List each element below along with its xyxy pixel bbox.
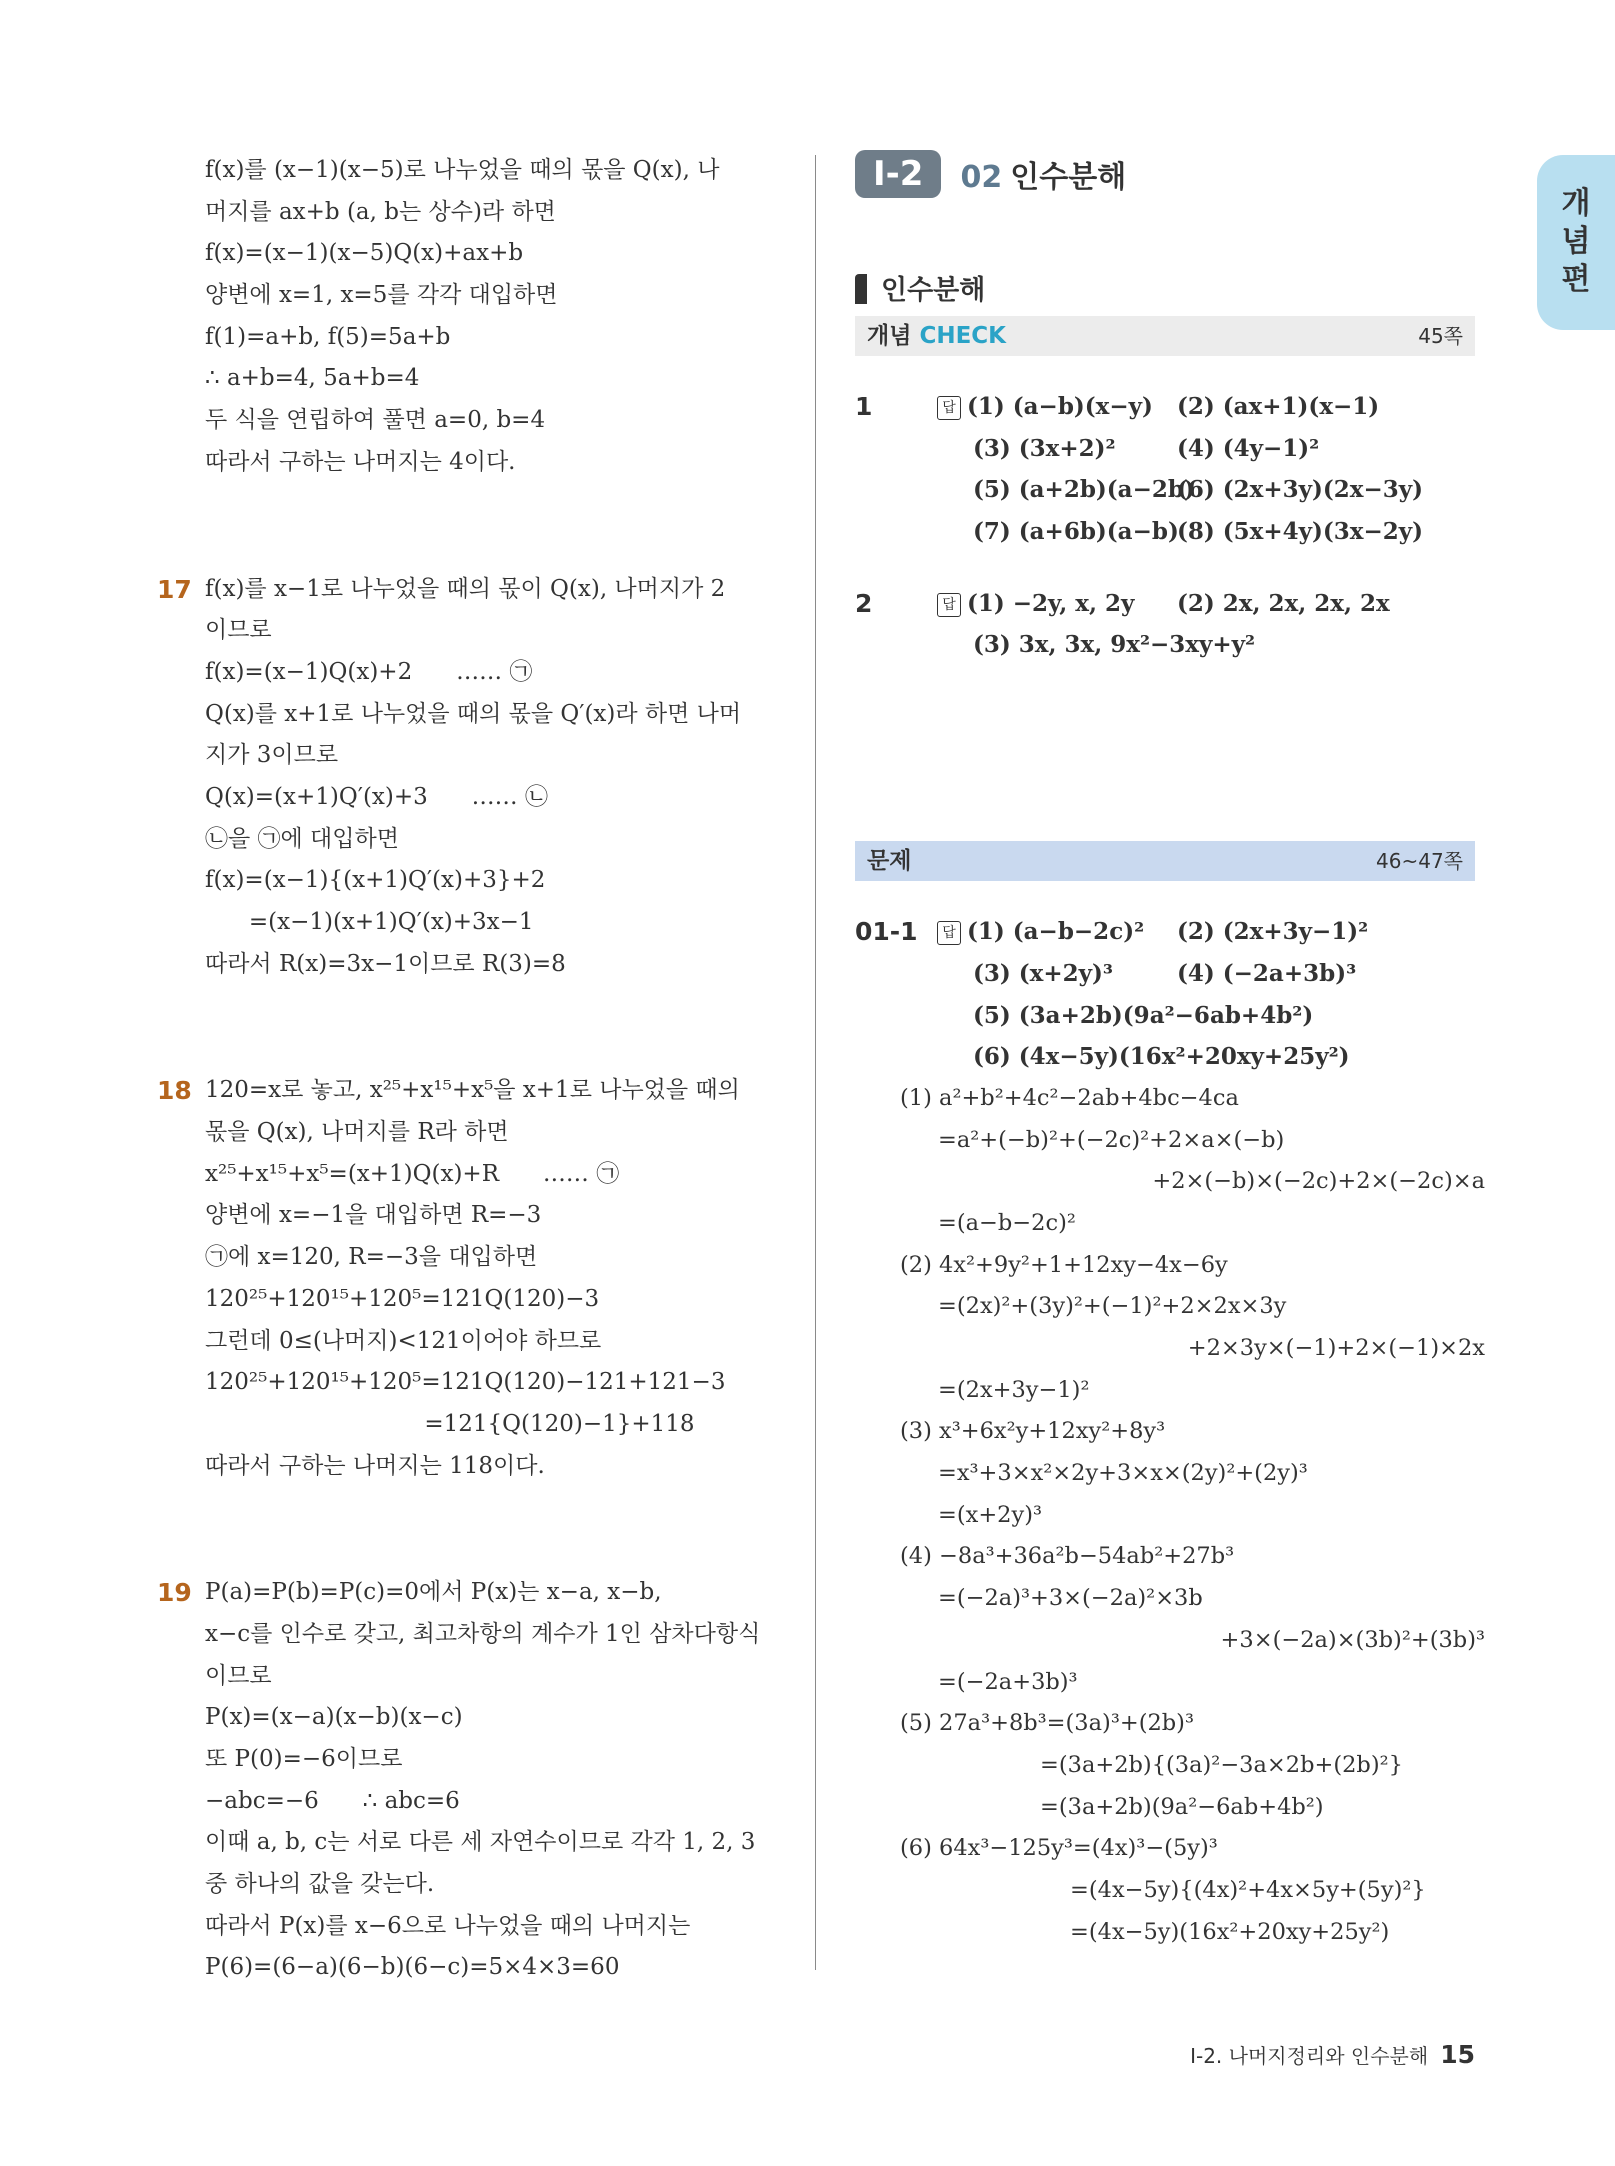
text-line: ㉠에 x=120, R=−3을 대입하면 bbox=[205, 1244, 538, 1271]
text-line: +3×(−2a)×(3b)²+(3b)³ bbox=[1220, 1626, 1485, 1653]
problem-number: 18 bbox=[157, 1076, 192, 1106]
text-line: (5) 27a³+8b³=(3a)³+(2b)³ bbox=[900, 1710, 1194, 1737]
text-line: f(x)를 x−1로 나누었을 때의 몫이 Q(x), 나머지가 2 bbox=[205, 575, 726, 602]
text-line: ㉡을 ㉠에 대입하면 bbox=[205, 825, 399, 852]
answer-row bbox=[937, 911, 1475, 953]
section-heading bbox=[855, 270, 1475, 312]
answer-number: 2 bbox=[855, 588, 873, 618]
answer-01-1 bbox=[855, 911, 1475, 1078]
text-line: 따라서 R(x)=3x−1이므로 R(3)=8 bbox=[205, 950, 566, 977]
text-line: 중 하나의 값을 갖는다. bbox=[205, 1871, 435, 1898]
chapter-number: 02 bbox=[960, 160, 1003, 195]
concept-label: 개념 bbox=[867, 323, 912, 349]
check-label: CHECK bbox=[919, 323, 1006, 349]
text-line: =a²+(−b)²+(−2c)²+2×a×(−b) bbox=[938, 1126, 1285, 1153]
answer-row bbox=[937, 583, 1475, 625]
text-line: f(x)=(x−1)Q(x)+2 …… ㉠ bbox=[205, 658, 533, 685]
solution-01-1 bbox=[855, 1078, 1485, 1953]
answer-row bbox=[937, 511, 1475, 553]
page-footer bbox=[1190, 2040, 1475, 2069]
text-line: 또 P(0)=−6이므로 bbox=[205, 1746, 403, 1772]
problem-label: 문제 bbox=[867, 848, 912, 875]
text-line: 양변에 x=−1을 대입하면 R=−3 bbox=[205, 1202, 542, 1229]
text-line: =(4x−5y){(4x)²+4x×5y+(5y)²} bbox=[1070, 1876, 1426, 1903]
text-line: f(x)=(x−1){(x+1)Q′(x)+3}+2 bbox=[205, 867, 546, 894]
text-line: ∴ a+b=4, 5a+b=4 bbox=[205, 365, 420, 392]
chapter-title bbox=[961, 152, 1127, 196]
text-line: 양변에 x=1, x=5를 각각 대입하면 bbox=[205, 282, 558, 309]
answer-item: (7) (a+6b)(a−b) bbox=[973, 518, 1179, 546]
text-line: =(x+2y)³ bbox=[938, 1501, 1042, 1528]
intro-solution bbox=[160, 150, 780, 484]
answer-row bbox=[937, 386, 1475, 428]
answer-item: (2) (ax+1)(x−1) bbox=[1177, 393, 1380, 420]
text-line: f(x)를 (x−1)(x−5)로 나누었을 때의 몫을 Q(x), 나 bbox=[205, 157, 720, 183]
answer-row bbox=[957, 995, 1475, 1037]
column-divider bbox=[815, 155, 816, 1970]
text-line: =(3a+2b)(9a²−6ab+4b²) bbox=[1040, 1793, 1324, 1820]
text-line: 120²⁵+120¹⁵+120⁵=121Q(120)−3 bbox=[205, 1285, 600, 1312]
answer-item: (2) (2x+3y−1)² bbox=[1177, 918, 1369, 946]
chapter-title-text: 인수분해 bbox=[1010, 160, 1127, 195]
page-number: 15 bbox=[1440, 2040, 1475, 2069]
answer-item: (1) −2y, x, 2y bbox=[967, 589, 1135, 617]
answer-row bbox=[937, 428, 1475, 470]
answer-item: (1) (a−b−2c)² bbox=[967, 918, 1145, 946]
text-line: +2×3y×(−1)+2×(−1)×2x bbox=[1187, 1335, 1485, 1361]
text-line: =(2x)²+(3y)²+(−1)²+2×2x×3y bbox=[938, 1293, 1287, 1320]
text-line: +2×(−b)×(−2c)+2×(−2c)×a bbox=[1152, 1168, 1485, 1195]
problem-17 bbox=[157, 569, 780, 986]
answer-item: (3) (x+2y)³ bbox=[973, 959, 1113, 987]
text-line: Q(x)=(x+1)Q′(x)+3 …… ㉡ bbox=[205, 783, 548, 810]
problem-18 bbox=[157, 1070, 780, 1487]
answer-row bbox=[937, 469, 1475, 511]
answer-item: (2) 2x, 2x, 2x, 2x bbox=[1177, 589, 1390, 617]
text-line: (6) 64x³−125y³=(4x)³−(5y)³ bbox=[900, 1835, 1218, 1862]
problem-19 bbox=[157, 1572, 780, 1989]
concept-check-bar bbox=[855, 316, 1475, 356]
text-line: =(x−1)(x+1)Q′(x)+3x−1 bbox=[205, 909, 534, 935]
answer-item: (8) (5x+4y)(3x−2y) bbox=[1177, 518, 1424, 546]
text-line: 두 식을 연립하여 풀면 a=0, b=4 bbox=[205, 407, 546, 434]
answer-mark-icon: 답 bbox=[937, 396, 961, 420]
text-line: 몫을 Q(x), 나머지를 R라 하면 bbox=[205, 1119, 509, 1146]
text-line: f(x)=(x−1)(x−5)Q(x)+ax+b bbox=[205, 240, 524, 267]
answer-item: (1) (a−b)(x−y) bbox=[967, 393, 1153, 420]
text-line: (3) x³+6x²y+12xy²+8y³ bbox=[900, 1418, 1166, 1445]
text-line: P(6)=(6−a)(6−b)(6−c)=5×4×3=60 bbox=[205, 1954, 620, 1981]
concept-check-label bbox=[867, 323, 1006, 349]
text-line: −abc=−6 ∴ abc=6 bbox=[205, 1787, 460, 1814]
text-line: 이므로 bbox=[205, 1662, 272, 1689]
right-column bbox=[855, 150, 1485, 1953]
text-line: 따라서 구하는 나머지는 4이다. bbox=[205, 448, 516, 475]
answer-item: (6) (4x−5y)(16x²+20xy+25y²) bbox=[973, 1043, 1350, 1071]
chapter-badge: Ⅰ-2 bbox=[855, 150, 941, 198]
text-line: Q(x)를 x+1로 나누었을 때의 몫을 Q′(x)라 하면 나머 bbox=[205, 700, 742, 727]
text-line: P(a)=P(b)=P(c)=0에서 P(x)는 x−a, x−b, bbox=[205, 1579, 662, 1606]
answer-item: (5) (a+2b)(a−2b) bbox=[973, 476, 1195, 504]
text-line: 따라서 구하는 나머지는 118이다. bbox=[205, 1452, 545, 1479]
section-title: 인수분해 bbox=[881, 275, 986, 306]
problem-number: 19 bbox=[157, 1578, 192, 1608]
answer-mark-icon: 답 bbox=[937, 921, 961, 945]
text-line: (2) 4x²+9y²+1+12xy−4x−6y bbox=[900, 1251, 1228, 1278]
text-line: =(−2a)³+3×(−2a)²×3b bbox=[938, 1585, 1203, 1612]
text-line: 120²⁵+120¹⁵+120⁵=121Q(120)−121+121−3 bbox=[205, 1369, 726, 1396]
text-line: (4) −8a³+36a²b−54ab²+27b³ bbox=[900, 1543, 1235, 1570]
page-ref: 45쪽 bbox=[1418, 324, 1463, 348]
footer-chapter: Ⅰ-2. 나머지정리와 인수분해 bbox=[1190, 2044, 1429, 2068]
answer-item: (3) (3x+2)² bbox=[973, 434, 1116, 462]
problem-bar bbox=[855, 841, 1475, 881]
text-line: 그런데 0≤(나머지)<121이어야 하므로 bbox=[205, 1327, 602, 1354]
text-line: (1) a²+b²+4c²−2ab+4bc−4ca bbox=[900, 1084, 1239, 1111]
answer-row bbox=[957, 1036, 1475, 1078]
text-line: =(2x+3y−1)² bbox=[938, 1376, 1090, 1403]
answer-item: (4) (−2a+3b)³ bbox=[1177, 959, 1357, 987]
text-line: =(4x−5y)(16x²+20xy+25y²) bbox=[1070, 1918, 1390, 1945]
side-tab-label: 개념편 bbox=[1561, 186, 1591, 297]
answer-mark-icon: 답 bbox=[937, 593, 961, 617]
text-line: 120=x로 놓고, x²⁵+x¹⁵+x⁵을 x+1로 나누었을 때의 bbox=[205, 1077, 740, 1104]
text-line: P(x)=(x−a)(x−b)(x−c) bbox=[205, 1704, 463, 1731]
section-marker-icon bbox=[855, 274, 867, 304]
text-line: 이므로 bbox=[205, 617, 272, 644]
text-line: x−c를 인수로 갖고, 최고차항의 계수가 1인 삼차다항식 bbox=[205, 1620, 761, 1647]
text-line: f(1)=a+b, f(5)=5a+b bbox=[205, 323, 451, 350]
text-line: =(−2a+3b)³ bbox=[938, 1668, 1078, 1695]
answer-item: (6) (2x+3y)(2x−3y) bbox=[1177, 476, 1424, 504]
text-line: 이때 a, b, c는 서로 다른 세 자연수이므로 각각 1, 2, 3 bbox=[205, 1829, 756, 1856]
answer-item: (5) (3a+2b)(9a²−6ab+4b²) bbox=[973, 1001, 1314, 1029]
text-line: x²⁵+x¹⁵+x⁵=(x+1)Q(x)+R …… ㉠ bbox=[205, 1160, 620, 1187]
answer-item: (4) (4y−1)² bbox=[1177, 434, 1320, 462]
text-line: =x³+3×x²×2y+3×x×(2y)²+(2y)³ bbox=[938, 1460, 1308, 1487]
answer-row bbox=[957, 953, 1475, 995]
chapter-header bbox=[855, 150, 1475, 210]
side-tab bbox=[1537, 155, 1615, 330]
left-column bbox=[157, 150, 780, 1989]
answer-number: 01-1 bbox=[855, 917, 918, 947]
problem-number: 17 bbox=[157, 574, 192, 604]
page-ref: 46~47쪽 bbox=[1376, 849, 1463, 874]
answer-2 bbox=[855, 583, 1475, 666]
answer-item: (3) 3x, 3x, 9x²−3xy+y² bbox=[973, 631, 1256, 659]
text-line: 지가 3이므로 bbox=[205, 742, 339, 769]
text-line: 따라서 P(x)를 x−6으로 나누었을 때의 나머지는 bbox=[205, 1912, 691, 1939]
answer-1 bbox=[855, 386, 1475, 553]
text-line: =121{Q(120)−1}+118 bbox=[205, 1410, 695, 1437]
text-line: =(a−b−2c)² bbox=[938, 1209, 1076, 1236]
text-line: =(3a+2b){(3a)²−3a×2b+(2b)²} bbox=[1040, 1751, 1403, 1778]
answer-row bbox=[937, 624, 1475, 666]
text-line: 머지를 ax+b (a, b는 상수)라 하면 bbox=[205, 198, 556, 225]
answer-number: 1 bbox=[855, 392, 873, 421]
